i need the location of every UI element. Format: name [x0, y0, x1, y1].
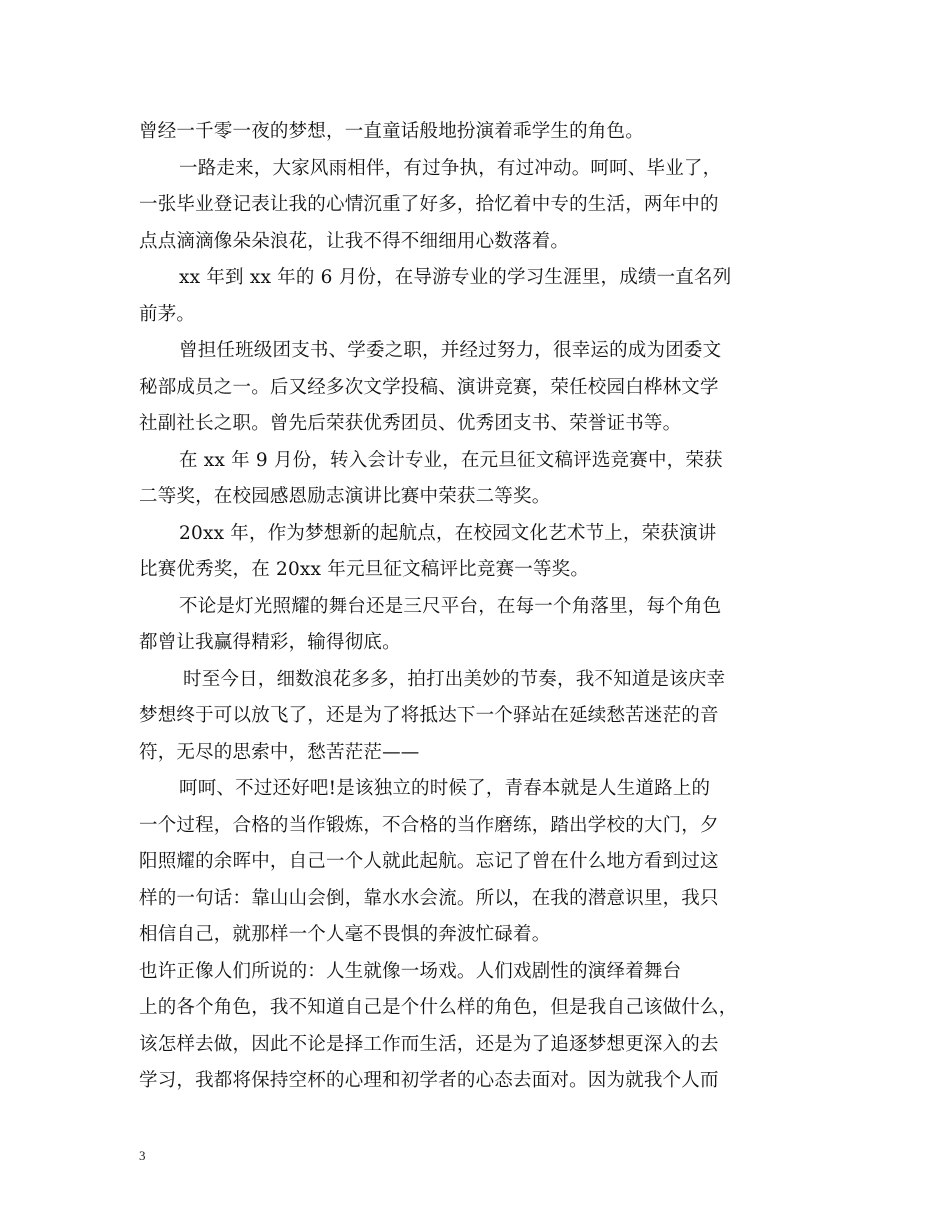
text-line: 点点滴滴像朵朵浪花，让我不得不细细用心数落着。: [139, 230, 570, 252]
text-line: 相信自己，就那样一个人毫不畏惧的奔波忙碌着。: [139, 924, 551, 945]
text-line: 前茅。: [139, 303, 196, 325]
text-line: 一个过程，合格的当作锻炼，不合格的当作磨练，踏出学校的大门，夕: [139, 814, 719, 836]
page-number: 3: [139, 1148, 146, 1163]
text-line: 符，无尽的思索中，愁苦茫茫——: [139, 741, 420, 763]
text-line: 阳照耀的余晖中，自己一个人就此起航。忘记了曾在什么地方看到过这: [139, 851, 719, 872]
text-line: xx 年到 xx 年的 6 月份，在导游专业的学习生涯里，成绩一直名列: [179, 267, 732, 288]
text-line: 在 xx 年 9 月份，转入会计专业，在元旦征文稿评选竞赛中，荣获: [179, 449, 723, 471]
text-line: 比赛优秀奖，在 20xx 年元旦征文稿评比竞赛一等奖。: [139, 559, 590, 580]
text-line: 不论是灯光照耀的舞台还是三尺平台，在每一个角落里，每个角色: [179, 595, 722, 617]
text-line: 上的各个角色，我不知道自己是个什么样的角色，但是我自己该做什么，: [139, 997, 738, 1018]
text-line: 该怎样去做，因此不论是择工作而生活，还是为了追逐梦想更深入的去: [139, 1033, 719, 1055]
text-line: 曾经一千零一夜的梦想，一直童话般地扮演着乖学生的角色。: [139, 121, 644, 142]
text-line: 一路走来，大家风雨相伴，有过争执，有过冲动。呵呵、毕业了，: [179, 157, 722, 179]
text-line: 也许正像人们所说的：人生就像一场戏。人们戏剧性的演绎着舞台: [139, 960, 682, 982]
text-line: 都曾让我赢得精彩，输得彻底。: [139, 632, 401, 653]
text-line: 样的一句话：靠山山会倒，靠水水会流。所以，在我的潜意识里，我只: [139, 887, 719, 909]
text-line: 二等奖，在校园感恩励志演讲比赛中荣获二等奖。: [139, 486, 551, 507]
text-line: 秘部成员之一。后又经多次文学投稿、演讲竞赛，荣任校园白桦林文学: [139, 376, 719, 398]
body-text: [139, 114, 829, 1100]
text-line: 20xx 年，作为梦想新的起航点，在校园文化艺术节上，荣获演讲: [179, 522, 717, 544]
text-line: 学习，我都将保持空杯的心理和初学者的心态去面对。因为就我个人而: [139, 1070, 719, 1091]
text-line: 社副社长之职。曾先后荣获优秀团员、优秀团支书、荣誉证书等。: [139, 413, 682, 434]
text-line: 时至今日，细数浪花多多，拍打出美妙的节奏，我不知道是该庆幸: [183, 668, 726, 690]
text-line: 曾担任班级团支书、学委之职，并经过努力，很幸运的成为团委文: [179, 340, 722, 361]
text-line: 呵呵、不过还好吧!是该独立的时候了，青春本就是人生道路上的: [179, 778, 711, 799]
text-line: 一张毕业登记表让我的心情沉重了好多，拾忆着中专的生活，两年中的: [139, 194, 719, 215]
text-line: 梦想终于可以放飞了，还是为了将抵达下一个驿站在延续愁苦迷茫的音: [139, 705, 719, 726]
